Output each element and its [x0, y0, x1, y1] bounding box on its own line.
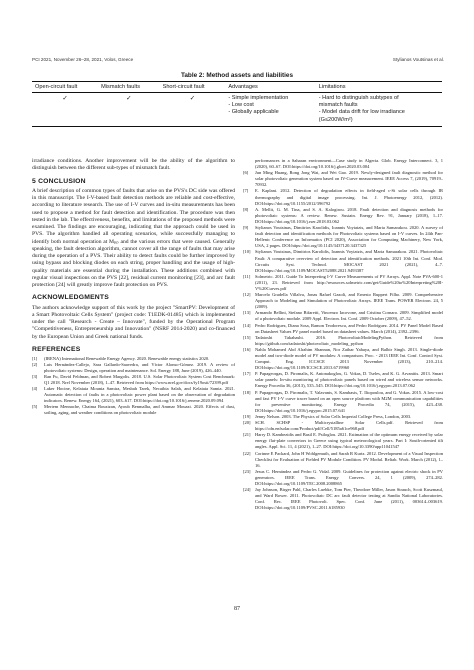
check-icon: ✓: [32, 93, 98, 127]
acknowledgments-paragraph: The authors acknowledge support of this work by the project "SmartPV: Development of a Smart Photovoltaic Cells System" (project code: T1EDK-01485) which is implemented under the call "Research - Create – Innovate", funded by the Operational Program "Competitiveness, Entrepreneurship and Innovation" (NSRF 2014-2020) and co-financed by the European Union and Greek national funds.: [32, 304, 235, 340]
reference-list-right: [243, 170, 443, 511]
reference-number: [20]: [243, 420, 251, 426]
reference-item: [243, 323, 443, 335]
intro-paragraph: irradiance conditions. Another improvement will be the ability of the algorithm to distinguish between the different sub-types of mismatch fault.: [32, 158, 235, 172]
reference-number-spacer: [243, 158, 255, 170]
reference-number: [10]: [243, 249, 251, 255]
limitations-cell: [316, 93, 442, 127]
reference-list-left: [32, 356, 235, 416]
reference-text: P. Papageorgas, D. Piromalis, K. Antonakoglou, G. Vokas, D. Tseles, and K. G. Arvanitis. 2013. Smart solar panels: In-situ monitoring of photovoltaic panels based on wired and wireless sensor networks. Energy Procedia 36, (2013), 535–545. DOI:https://doi.org/10.1016/j.egypro.2013.07.062: [255, 371, 443, 389]
advantage-item: - Low cost: [228, 102, 254, 109]
reference-item: [243, 335, 443, 347]
methods-table: [32, 81, 442, 127]
reference-item: [243, 170, 443, 188]
reference-item: [243, 310, 443, 322]
reference-text: Jenny Nelson. 2003. The Physics of Solar Cells Imperial College Press, London, 2003.: [255, 413, 412, 419]
reference-item: [32, 362, 235, 374]
reference-number: [5]: [32, 404, 38, 410]
header-conference: PCI 2021, November 26–28, 2021, Volos, Greece: [32, 57, 134, 62]
reference-number: [16]: [243, 346, 251, 352]
reference-text: P. Papageorgas, D. Piromalis, T. Valavanis, S. Kambasis, T. Iliopoulou, and G. Vokas. 2015. A low-cost and fast PV I-V curve tracer based on an open source platform with M2M communication capabilities for preventive monitoring. Energy Procedia 74, (2015), 423–438. DOI:https://doi.org/10.1016/j.egypro.2015.07.641: [255, 389, 443, 413]
th-open-circuit: Open-circuit fault: [32, 82, 98, 93]
reference-text: (IRENA) International Renewable Energy Agency. 2020. Renewable energy statistics 2020.: [44, 356, 210, 361]
advantages-cell: [225, 93, 315, 127]
th-limitations: Limitations: [316, 82, 442, 93]
running-header: [32, 57, 444, 65]
reference-text: Pedro Rodríguez, Diana Sosa, Ramon Teodorescu, and Pedro Rodríguez. 2014. PV Panel Model Based on Datasheet Values PV panel model based on datasheet values. March (2014), 2392–2396.: [255, 322, 443, 334]
reference-item: [243, 420, 443, 432]
check-icon: ✓: [98, 93, 159, 127]
reference-item: [32, 404, 235, 416]
reference-item: [243, 469, 443, 487]
limitation-item: - Hard to distinguish subtypes of: [318, 95, 399, 101]
reference-text: Armando Bellini, Stefano Bifaretti, Vincenzo Iacovone, and Cristina Cornaro. 2009. Simplified model of a photovoltaic module. 2009 Appl. Electron. Int. Conf. 2009 October (2009), 47–52.: [255, 310, 443, 322]
reference-item: [243, 487, 443, 511]
table-header-row: [32, 82, 442, 93]
reference-item: [243, 292, 443, 310]
reference-number: [8]: [243, 206, 249, 212]
reference-item: [32, 374, 235, 386]
reference-text: Luis Hernández-Callejo, Sara Gallardo-Saavedra, and Víctor Alonso-Gómez. 2019. A review of photovoltaic systems: Design, operation and maintenance. Sol. Energy 188, June (2019), 426–440.: [44, 362, 235, 374]
reference-number: [1]: [32, 356, 38, 361]
reference-item: [243, 188, 443, 206]
limitation-item: (G≤200W/m²): [318, 116, 353, 123]
reference-text: Stylianos Voutsinas, Dimitrios Karolidis, Ioannis Voyiatzis, and Maria Samarakou. 2021. Photovoltaic Fault: A comparative overview of detection and identification methods. 2021 10th Int. Conf. Mod. Circuits Syst. Technol. MOCAST 2021 (2021), 4–7. DOI:https://doi.org/10.1109/MOCAST52088.2021.9493387: [255, 249, 443, 273]
reference-number: [24]: [243, 487, 251, 493]
reference-text: Ran Fu, David Feldman, and Robert Margolis. 2018. U.S. Solar Photovoltaic System Cost Benchmark: Q1 2018. Nrel November (2018), 1–47. Retrieved from https://www.nrel.gov/docs/fy19osti/72399.pdf: [44, 374, 235, 386]
reference-number: [12]: [243, 292, 251, 298]
reference-number: [13]: [243, 310, 251, 316]
th-advantages: Advantages: [225, 82, 315, 93]
reference-number: [15]: [243, 334, 251, 340]
reference-item: [243, 390, 443, 414]
reference-text: performances in a Saharan environment—Case study in Algeria. Glob. Energy Interconnect. 3, 1 (2020), 60–67. DOI:https://doi.org/10.1016/j.gloei.2020.03.004: [255, 158, 443, 170]
check-icon: ✓: [160, 93, 226, 127]
reference-number: [18]: [243, 389, 251, 395]
reference-item: [243, 451, 443, 469]
reference-number: [9]: [243, 225, 249, 231]
table-row: [32, 93, 442, 127]
reference-text: Meriem Mennache, Chaima Bouzizan, Ayoub Benmalha, and Ammar Mouazi. 2020. Effects of dust, soiling, aging, and weather conditions on photovoltaic module: [44, 404, 235, 416]
reference-text: Harry D. Kambezidis and Basil E. Psiloglou. 2021. Estimation of the optimum energy received by solar energy flat-plate convertors in Greece using typical meteorological years. Part I: South-oriented tilt angles. Appl. Sci. 11, 4 (2021), 1–27. DOI:https://doi.org/10.3390/app11041547: [255, 432, 443, 450]
reference-number: [14]: [243, 322, 251, 328]
reference-text: E. Kaplani. 2012. Detection of degradation effects in field-aged c-Si solar cells through IR thermography and digital image processing. Int. J. Photoenergy 2012, (2012). DOI:https://doi.org/10.1155/2012/396792: [255, 188, 443, 206]
reference-number: [11]: [243, 273, 251, 279]
reference-number: [17]: [243, 371, 251, 377]
th-mismatch: Mismatch faults: [98, 82, 159, 93]
reference-text: Stylianos Voutsinas, Dimitrios Karolidis, Ioannis Voyiatzis, and Maria Samarakou. 2020. A survey of fault detection and identification methods for Photovoltaic systems based on I-V curves. In 24th Pan-Hellenic Conference on Informatics (PCI 2020), Association for Computing Machinery, New York, USA, 2 pages. DOI:https://doi.org/10.1145/3437120.3437325: [255, 225, 443, 249]
conclusion-paragraph: A brief description of common types of faults that arise on the PVS's DC side was offered in this manuscript. The I-V-based fault detection methods are reliable and cost-effective, according to literature research. The use of I-V curves and in-situ measurements has been used to propose a method for fault detection and identification. The procedure was then tested in the lab. The effectiveness, benefits, and limitations of the proposed methods were examined. The findings are encouraging, indicating that the approach could be used in PVS. The algorithm handled all operating scenarios, while successfully managing to identify both normal operation at Mₚₚ and the various errors that were caused. Generally speaking, the fault detection algorithm, cannot cover all the range of faults that may arise during the operation of a PVS. Their ability to detect faults could be further improved by using bypass and blocking diodes on each string, proper handling and the usage of high-quality materials are essential during the installation. These additions combined with regular visual inspections on the PVS [22], residual current monitoring [23], and arc fault protection [24] will greatly improve fault protection on PVS.: [32, 187, 235, 288]
limitation-item: - Model data drift for low irradiance: [318, 109, 405, 116]
reference-number: [2]: [32, 362, 38, 368]
reference-number: [3]: [32, 374, 38, 380]
reference-text: Solmetric. 2011. Guide To Interpreting I-V Curve Measurements of PV Arrays. Appl. Note PVA-600-1 (2011), 23. Retrieved from http://resources.solmetric.com/get/Guide%20to%20Interpreting%20I-V%20Curves.pdf: [255, 273, 443, 291]
conclusion-heading: 5 CONCLUSION: [32, 177, 86, 185]
advantage-item: - Simple implementation: [228, 95, 289, 101]
reference-item: [243, 432, 443, 450]
reference-text: Corinne E Packard, John H Wohlgemuth, and Sarah R Kurtz. 2012. Development of a Visual Inspection Checklist for Evaluation of Fielded PV Module Condition. PV Modul. Reliab. Work. March (2012), 1–16.: [255, 450, 443, 468]
reference-text: Marcelo Gradella Villalva, Jonas Rafael Gazoli, and Ernesto Ruppert Filho. 2009. Comprehensive Approach to Modeling and Simulation of Photovoltaic Arrays. IEEE Trans. POWER Electron. 24, 5 (2009).: [255, 292, 443, 310]
reference-item-continued: [243, 158, 443, 170]
reference-item: [243, 371, 443, 389]
reference-number: [21]: [243, 432, 251, 438]
reference-number: [4]: [32, 386, 38, 392]
reference-item: [243, 347, 443, 371]
acknowledgments-heading: ACKNOWLEDGMENTS: [32, 294, 110, 302]
reference-text: Nahla Mohamed Abd Alrahim Shannan, Nor Zaihar Yahaya, and Balbir Singh. 2013. Single-diode model and two-diode model of PV modules: A comparison. Proc. - 2013 IEEE Int. Conf. Control Syst. Comput. Eng. ICCSCE 2013 November (2013), 210–214. DOI:https://doi.org/10.1109/ICCSCE.2013.6719960: [255, 346, 443, 371]
advantage-item: - Globally applicable: [228, 109, 279, 116]
reference-text: Jesus C. Hernández and Pedro G. Vidal. 2009. Guidelines for protection against electric shock in PV generators. IEEE Trans. Energy Convers. 24, 1 (2009), 274–282. DOI:https://doi.org/10.1109/TEC.2008.2008865: [255, 468, 443, 486]
th-short-circuit: Short-circuit fault: [160, 82, 226, 93]
reference-item: [243, 207, 443, 225]
reference-text: Laker Hocine, Kelaiaia Mounia Samira, Mesbah Tarek, Necaibia Salah, and Kelaiaia Samia. 2021. Automatic detection of faults in a photovoltaic power plant based on the observation of degradation indicators. Renew. Energy 164, (2021), 603–617. DOI:https://doi.org/10.1016/j.renene.2020.09.094: [44, 386, 235, 404]
reference-text: Tadatoshi Takahashi. 2016. PhotovoltaicModelingPython. Retrieved from https://github.com/tadatoshi/photovoltaic_modeling_python: [255, 334, 443, 346]
table-caption: Table 2: Method assets and liabilities: [180, 72, 294, 79]
limitation-item: mismatch faults: [318, 102, 358, 109]
reference-text: Jay Johnson, Birger Pahl, Charles Luebke, Tom Pier, Theodore Miller, Jason Strauch, Scott Kuszmaul, and Ward Bower. 2011. Photovoltaic DC arc fault detector testing at Sandia National Laboratories. Conf. Rec. IEEE Photovolt. Spec. Conf. June (2011), 003614–003619. DOI:https://doi.org/10.1109/PVSC.2011.6185930: [255, 487, 443, 511]
reference-item: [243, 249, 443, 273]
reference-text: SCH. SCHSP - Multicrystalline Solar Cells.pdf. Retrieved from https://cdn.enfsolar.com/Product/pdf/Cell/5185a61ce968.pdf: [255, 420, 443, 432]
reference-item: [32, 386, 235, 404]
reference-number: [23]: [243, 468, 251, 474]
reference-text: A. Mellit, G. M. Tina, and S. A. Kalogirou. 2018. Fault detection and diagnosis methods for photovoltaic systems: A review. Renew. Sustain. Energy Rev. 91, January (2018), 1–17. DOI:https://doi.org/10.1016/j.rser.2018.03.062: [255, 206, 443, 224]
reference-number: [19]: [243, 413, 251, 419]
right-column: [243, 158, 443, 511]
page-number: 87: [234, 606, 240, 612]
reference-item: [243, 274, 443, 292]
references-heading: REFERENCES: [32, 345, 81, 353]
reference-number: [6]: [243, 170, 249, 176]
reference-item: [243, 225, 443, 249]
left-column: [32, 158, 235, 416]
reference-number: [7]: [243, 188, 249, 194]
reference-text: Jun Ming Huang, Rong Jong Wai, and Wei Gao. 2019. Newly-designed fault diagnostic method for solar photovoltaic generation system based on IV-Curve measurement. IEEE Access 7, (2019), 70919–70932.: [255, 170, 443, 188]
header-authors: Stylianos Voutsinas et al.: [392, 57, 444, 62]
reference-number: [22]: [243, 450, 251, 456]
